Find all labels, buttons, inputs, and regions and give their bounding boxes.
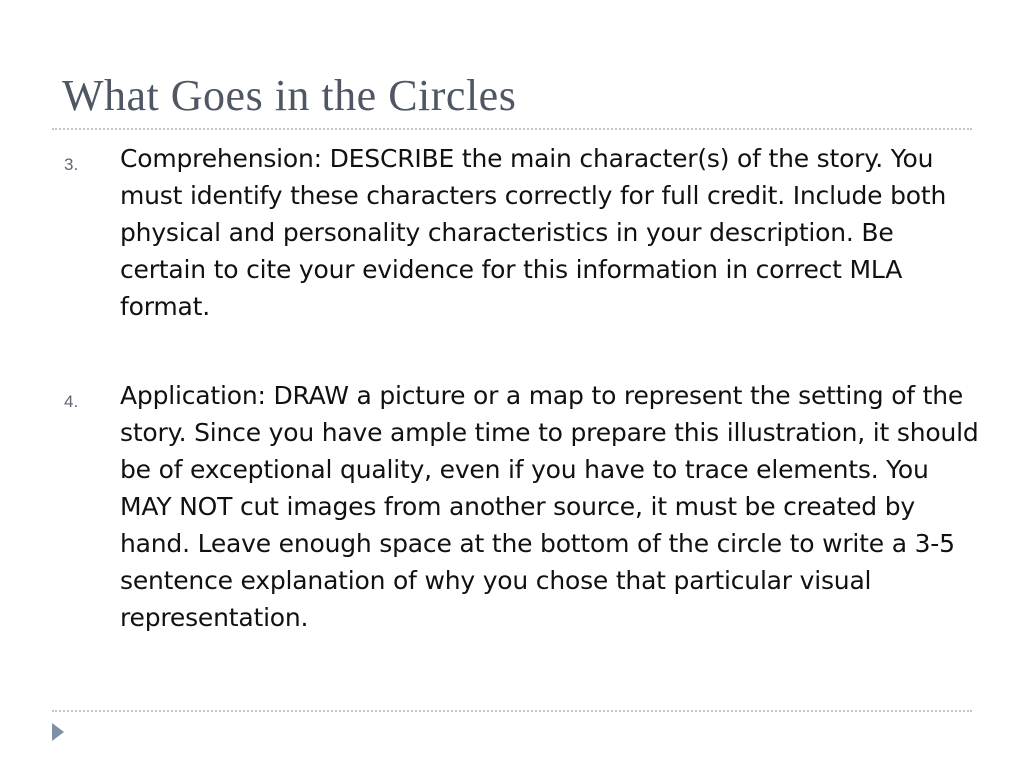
play-arrow-icon[interactable] <box>52 723 64 741</box>
list-item <box>0 377 1024 636</box>
footer-divider <box>52 710 972 712</box>
title-divider <box>52 128 972 130</box>
list-item-text: Comprehension: DESCRIBE the main character(s) of the story. You must identify these characters correctly for full credit. Include both physical and personality characteristics in your description. Be certain to cite your evidence for this information in correct MLA format. <box>120 144 947 321</box>
page-title: What Goes in the Circles <box>62 71 517 120</box>
list-item-number: 4. <box>64 392 79 411</box>
list-item-number: 3. <box>64 155 79 174</box>
list-item-text: Application: DRAW a picture or a map to represent the setting of the story. Since you have ample time to prepare this illustration, it should be of exceptional quality, even if you have to trace elements. You MAY NOT cut images from another source, it must be created by hand. Leave enough space at the bottom of the circle to write a 3-5 sentence explanation of why you chose that particular visual representation. <box>120 381 979 632</box>
content-list <box>0 140 1024 636</box>
list-item <box>0 140 1024 325</box>
